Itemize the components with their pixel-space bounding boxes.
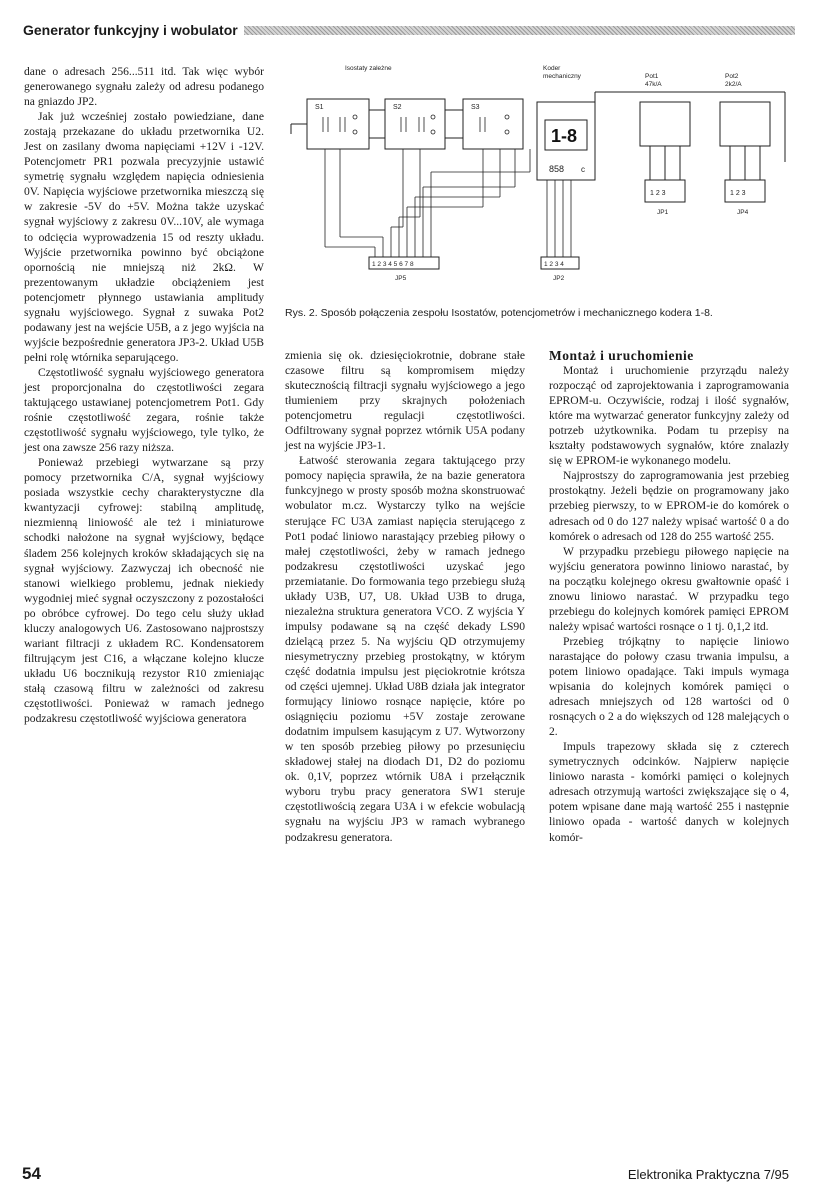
pot2-box: [720, 102, 770, 146]
col3-paragraph: Najprostszy do zaprogramowania jest przebieg prostokątny. Jeżeli będzie on programowany jako przebieg pierwszy, to w EPROM-ie do komórek o adresach od 0 do 127 należy wpisać wartość 0 a do komórek o adresach od 128 do 255 wartość 255.: [549, 469, 789, 543]
label-pot1: Pot1 47k/A: [645, 73, 662, 88]
col1-paragraph: Częstotliwość sygnału wyjściowego generatora jest proporcjonalna do częstotliwości zegara taktującego ustawianej potencjometrem Pot1. Gdy rośnie częstotliwość zegara, rośnie także częstotliwość sygnału wyjściowego, tyle tylko, że jest ona zawsze 256 razy niższa.: [24, 365, 264, 455]
col2-paragraph: Łatwość sterowania zegara taktującego przy pomocy napięcia sprawiła, że na bazie generatora funkcyjnego w prosty sposób można skonstruować wobulator m.cz. Wystarczy tylko na wejście sterujące FC U3A zamiast napięcia sterującego z Pot1 podać liniowo narastający przebieg piłowy o małej częstotliwości, żeby w ramach jednego podzakresu częstotliwości uzyskać jego przemiatanie. Do formowania tego przebiegu służą układy U3B, U7, U8. Układ U3B to druga, niezależna struktura generatora VCO. Z wyjścia Y impulsy podawane są na część dekady LS90 dzielącą przez 5. Na wyjściu QD otrzymujemy niesymetryczny przebieg prostokątny, w którym część dodatnia impulsu jest pięciokrotnie krótsza od części ujemnej. Układ U8B działa jak integrator formujący liniowo rosnące napięcie, które po osiągnięciu poziomu +5V zostaje zerowane dodatnim impulsem kasującym z U7. Wytworzony w ten sposób przebieg piłowy po przesunięciu składowej stałej na diodach D1, D2 do poziomu ok. 0,1V, poprzez wtórnik U8A i przełącznik wyboru trybu pracy generatora SW1 steruje częstotliwością zegara U3A i w efekcie wobulacją sygnału na wyjściu JP3 w ramach wybranego podzakresu generatora.: [285, 454, 525, 844]
jp4-pins: 1 2 3: [730, 190, 746, 197]
schematic-svg: [285, 62, 790, 302]
page-header: [23, 20, 795, 42]
label-s2: S2: [393, 104, 402, 111]
jp5-label: JP5: [395, 275, 407, 282]
col3-paragraph: W przypadku przebiegu piłowego napięcie na wyjściu generatora powinno liniowo narastać, by na początku kolejnego okresu gwałtownie opaść i znowu liniowo narastać. W przypadku tego przebiegu do kolejnych komórek pamięci EPROM należy wpisać wartości rosnące o 1 tj. 0,1,2 itd.: [549, 544, 789, 633]
label-s1: S1: [315, 104, 324, 111]
col3-paragraph: Przebieg trójkątny to napięcie liniowo narastające do połowy czasu trwania impulsu, a potem liniowo opadające. Taki impuls wymaga wpisania do kolejnych komórek pamięci o adresach mniejszych od 128 wartości od 0 rosnących o 2 a do większych od 128 malejących o 2.: [549, 634, 789, 739]
page-number: 54: [22, 1164, 41, 1183]
figure-schematic: [285, 62, 790, 302]
text-column-3: [549, 348, 789, 845]
section-heading: Montaż i uruchomienie: [549, 348, 694, 363]
label-pot2: Pot2 2k2/A: [725, 73, 742, 88]
figure-caption: Rys. 2. Sposób połączenia zespołu Isostatów, potencjometrów i mechanicznego kodera 1-8.: [285, 307, 713, 319]
col1-paragraph: Jak już wcześniej zostało powiedziane, dane zostają przekazane do układu przetwornika U2. Jest on zasilany dwoma napięciami +12V i -12V. Potencjometr PR1 pozwala precyzyjnie ustawić symetrię sygnału względem napięcia odniesienia 0V. Napięcia wyjściowe przetwornika mieszczą się w zakresie -5V do +5V. Można także uzyskać sygnał wyjściowy z zakresu 0V...10V, ale wymaga to odcięcia wyprowadzenia 15 od reszty układu. Wyjście przetwornika powinno być obciążone opornością nie mniejszą niż 2kΩ. W prezentowanym układzie obciążeniem jest potencjometr płynnego ustawiania amplitudy sygnału wyjściowego. Sygnał z suwaka Pot2 podawany jest na wejście U5B, a z jego wyjścia na wyjście bezpośrednie generatora JP3-2. Układ U5B pełni rolę wtórnika separującego.: [24, 110, 264, 364]
jp2-label: JP2: [553, 275, 565, 282]
text-column-1: [24, 64, 264, 726]
col1-paragraph: dane o adresach 256...511 itd. Tak więc wybór generowanego sygnału zależy od adresu podanego na gniazdo JP2.: [24, 65, 264, 109]
jp1-pins: 1 2 3: [650, 190, 666, 197]
koder-display: 1-8: [551, 126, 578, 146]
magazine-name: Elektronika Praktyczna 7/95: [627, 1167, 789, 1182]
koder-c: c: [581, 165, 585, 174]
col3-paragraph: Montaż i uruchomienie przyrządu należy rozpocząć od zaprojektowania i zaprogramowania EPROM-u. Oczywiście, rodzaj i ilość sygnałów, które ma wytwarzać generator funkcyjny zależy od potrzeb użytkownika. Podam tu przepisy na kształty podstawowych sygnałów, które znalazły się w EPROM-ie wykonanego modelu.: [549, 364, 789, 468]
text-column-2: [285, 348, 525, 845]
col1-paragraph: Ponieważ przebiegi wytwarzane są przy pomocy przetwornika C/A, sygnał wyjściowy posiada wszystkie cechy charakterystyczne dla kwantyzacji cyfrowej: stabilną amplitudę, niezmienną liniowość ale też i miniaturowe schodki nałożone na sygnał wyjściowy, będące śladem 256 kolejnych kroków składających się na sygnał wyjściowy. Zazwyczaj ich obecność nie stanowi wielkiego problemu, jednak niekiedy wygodniej mieć sygnał oczyszczony z pozostałości po obróbce cyfrowej. Do tego celu służy układ kluczy analogowych U6. Zastosowano najprostszy wariant filtracji z układem RC. Kondensatorem filtrującym jest C16, a włączane kolejno klucze układu U6 bocznikują rezystor R10 zmieniając stałą czasową filtru w zależności od zakresu częstotliwości. Ponieważ w ramach jednego podzakresu częstotliwość wyjściowa generatora: [24, 456, 264, 726]
col2-paragraph: zmienia się ok. dziesięciokrotnie, dobrane stałe czasowe filtru są kompromisem między skutecznością filtracji sygnału wyjściowego a jego tłumieniem przy skrajnych położeniach potencjometru regulacji częstotliwości. Odfiltrowany sygnał poprzez wtórnik U5A podany jest na wyjście JP3-1.: [285, 349, 525, 453]
label-s3: S3: [471, 104, 480, 111]
header-title: Generator funkcyjny i wobulator: [23, 20, 244, 40]
jp1-label: JP1: [657, 209, 669, 216]
koder-digits: 858: [549, 164, 565, 174]
label-isostaty: Isostaty zależne: [345, 65, 392, 72]
pot1-box: [640, 102, 690, 146]
jp4-label: JP4: [737, 209, 749, 216]
jp2-pins: 1 2 3 4: [544, 261, 564, 268]
label-koder: Koder mechaniczny: [543, 65, 581, 80]
col3-paragraph: Impuls trapezowy składa się z czterech symetrycznych odcinków. Najpierw napięcie liniowo narasta - komórki pamięci o kolejnych adresach otrzymują wartości zwiększające się o 4, potem wpisane dane mają wartość 255 i następnie liniowo opada - wartość danych w kolejnych komór-: [549, 740, 789, 844]
jp5-pins: 1 2 3 4 5 6 7 8: [372, 261, 414, 268]
